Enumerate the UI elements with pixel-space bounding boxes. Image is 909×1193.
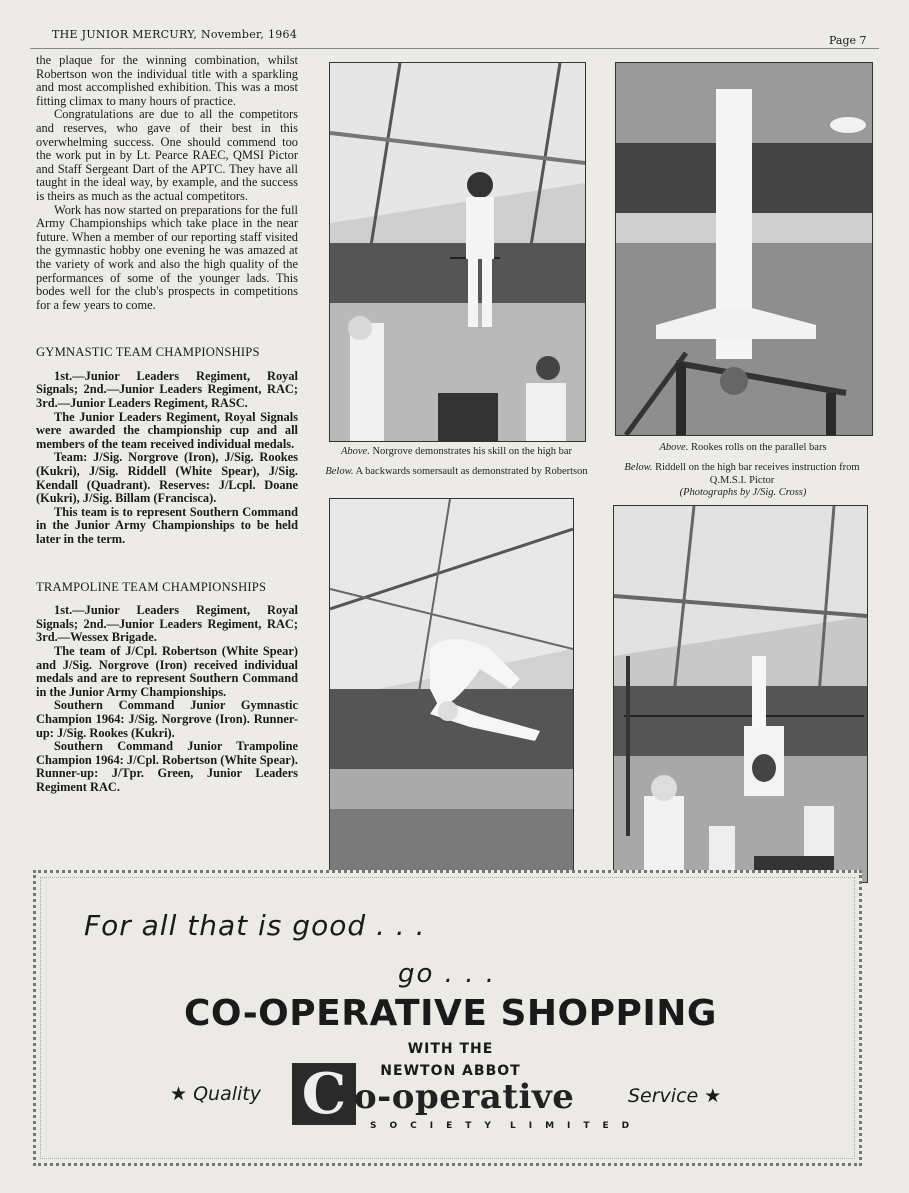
ad-town: NEWTON ABBOT xyxy=(380,1063,521,1079)
ad-service: Service ★ xyxy=(628,1085,722,1107)
photo-credit xyxy=(612,487,874,500)
caption-text: Riddell on the high bar receives instruction from Q.M.S.I. Pictor xyxy=(655,462,860,486)
gym-results: 1st.—Junior Leaders Regiment, Royal Signals; 2nd.—Junior Leaders Regiment, RAC; 3rd.—Junior Leaders Regiment, RASC. xyxy=(36,368,298,411)
coop-logo-wordmark: o-operative xyxy=(354,1077,575,1117)
photo-high-bar-instruction xyxy=(613,505,868,883)
article-column xyxy=(36,54,298,795)
coop-logo-initial: C xyxy=(292,1063,356,1125)
gym-award: The Junior Leaders Regiment, Royal Signals were awarded the championship cup and all members of the team received individual medals. xyxy=(36,409,298,451)
caption-left-above xyxy=(324,446,589,459)
page-number: Page 7 xyxy=(829,34,867,47)
article-paragraph: Work has now started on preparations for the full Army Championships which take place in the near future. When a member of our reporting staff visited the gymnastic hobby one evening he was amazed at the variety of work and also the high quality of the performances of some of the younger lads. This bodes well for the club's prospects in competitions for a few years to come. xyxy=(36,202,298,312)
caption-right-above xyxy=(612,442,874,455)
credit-text: (Photographs by J/Sig. Cross) xyxy=(679,487,807,498)
tramp-champion: Southern Command Junior Trampoline Champion 1964: J/Cpl. Robertson (White Spear). Runner-up: J/Tpr. Green, Junior Leaders Regiment RAC. xyxy=(36,739,298,794)
ad-tagline: For all that is good . . . xyxy=(84,909,426,942)
photo-high-bar xyxy=(329,62,586,442)
coop-advertisement xyxy=(33,870,862,1166)
tramp-team: The team of J/Cpl. Robertson (White Spear) and J/Sig. Norgrove (Iron) received individual medals and are to represent Southern Command in the Junior Army Championships. xyxy=(36,643,298,699)
gym-team: Team: J/Sig. Norgrove (Iron), J/Sig. Rookes (Kukri), J/Sig. Riddell (White Spear), J/Sig. Kendall (Quadrant). Reserves: J/Lcpl. Doane (Kukri), J/Sig. Billam (Francisca). xyxy=(36,450,298,506)
caption-left-below xyxy=(324,466,589,479)
ad-headline: CO-OPERATIVE SHOPPING xyxy=(184,993,717,1034)
header-rule xyxy=(30,48,879,49)
caption-tag: Below. xyxy=(624,462,653,473)
ad-with-the: WITH THE xyxy=(407,1041,494,1057)
caption-tag: Above. xyxy=(340,446,370,457)
ad-go: go . . . xyxy=(398,959,496,989)
caption-text: Norgrove demonstrates his skill on the high bar xyxy=(372,446,573,457)
trampoline-heading: TRAMPOLINE TEAM CHAMPIONSHIPS xyxy=(36,579,267,594)
article-paragraph: the plaque for the winning combination, whilst Robertson won the individual title with a sparkling and most accomplished exhibition. This was a most fitting climax to many hours of practice. xyxy=(36,53,298,108)
caption-text: A backwards somersault as demonstrated by Robertson xyxy=(355,466,588,477)
article-paragraph: Congratulations are due to all the competitors and reserves, who gave of their best in this overwhelming success. One should commend too the work put in by Lt. Pearce RAEC, QMSI Pictor and Staff Sergeant Dart of the APTC. They have all taught in the ideal way, by example, and the success is theirs as much as the actual competitors. xyxy=(36,107,298,203)
photo-parallel-bars xyxy=(615,62,873,436)
ad-society: SOCIETY xyxy=(370,1121,504,1131)
gymnastic-heading: GYMNASTIC TEAM CHAMPIONSHIPS xyxy=(36,345,260,360)
caption-right-below xyxy=(608,462,876,487)
caption-tag: Above. xyxy=(659,442,689,453)
gym-champion: Southern Command Junior Gymnastic Champion 1964: J/Sig. Norgrove (Iron). Runner-up: J/Sig. Rookes (Kukri). xyxy=(36,698,298,740)
tramp-results: 1st.—Junior Leaders Regiment, Royal Signals; 2nd.—Junior Leaders Regiment, RAC; 3rd.—Wessex Brigade. xyxy=(36,603,298,645)
caption-text: Rookes rolls on the parallel bars xyxy=(690,442,827,453)
ad-quality: ★ Quality xyxy=(170,1083,261,1105)
gym-represent: This team is to represent Southern Command in the Junior Army Championships to be held later in the term. xyxy=(36,504,298,546)
masthead: THE JUNIOR MERCURY, November, 1964 xyxy=(52,28,298,41)
photo-somersault xyxy=(329,498,574,873)
caption-tag: Below. xyxy=(325,466,354,477)
ad-limited: LIMITED xyxy=(510,1121,643,1131)
